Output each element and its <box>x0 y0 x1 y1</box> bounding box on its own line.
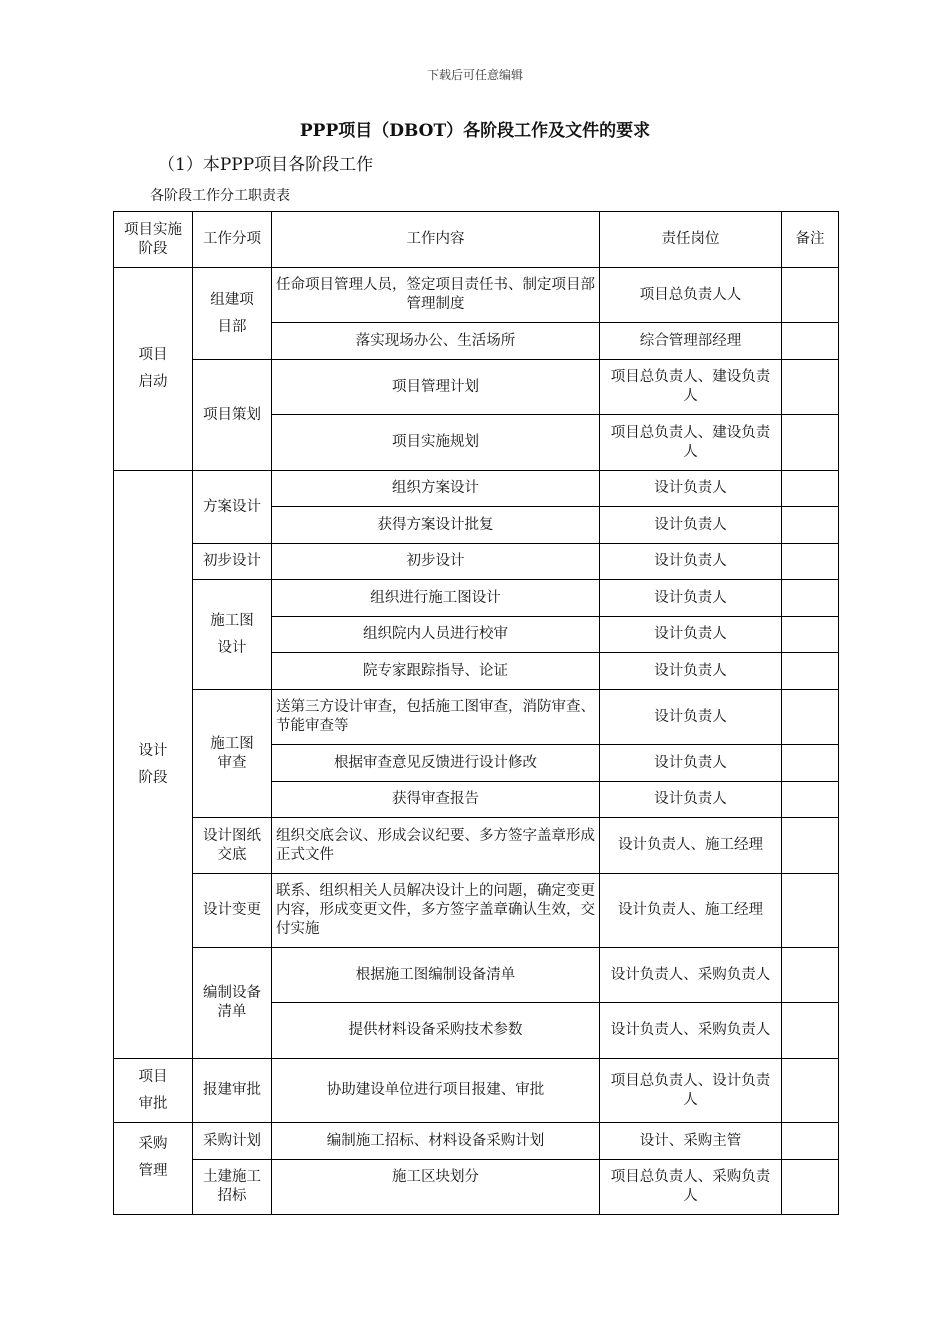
header-role: 责任岗位 <box>600 212 782 268</box>
remark-cell <box>782 818 839 874</box>
role-cell: 设计负责人 <box>600 580 782 617</box>
role-cell: 设计负责人 <box>600 782 782 818</box>
content-cell: 组织进行施工图设计 <box>272 580 600 617</box>
role-cell: 项目总负责人、建设负责人 <box>600 360 782 415</box>
content-cell: 获得审查报告 <box>272 782 600 818</box>
content-cell: 组织方案设计 <box>272 471 600 507</box>
content-cell: 根据施工图编制设备清单 <box>272 948 600 1003</box>
remark-cell <box>782 948 839 1003</box>
table-row <box>114 544 839 580</box>
table-caption: 各阶段工作分工职责表 <box>150 188 290 204</box>
subitem-cell: 施工图审查 <box>193 690 272 818</box>
content-cell: 组织交底会议、形成会议纪要、多方签字盖章形成正式文件 <box>272 818 600 874</box>
content-cell: 编制施工招标、材料设备采购计划 <box>272 1123 600 1160</box>
content-cell: 初步设计 <box>272 544 600 580</box>
role-cell: 项目总负责人、建设负责人 <box>600 415 782 471</box>
content-cell: 项目实施规划 <box>272 415 600 471</box>
document-title: PPP项目（DBOT）各阶段工作及文件的要求 <box>299 121 651 141</box>
header-content: 工作内容 <box>272 212 600 268</box>
role-cell: 设计负责人 <box>600 745 782 782</box>
remark-cell <box>782 1160 839 1215</box>
subitem-cell: 土建施工招标 <box>193 1160 272 1215</box>
role-cell: 项目总负责人、设计负责人 <box>600 1059 782 1123</box>
remark-cell <box>782 653 839 690</box>
duty-table <box>113 211 839 1215</box>
content-cell: 院专家跟踪指导、论证 <box>272 653 600 690</box>
table-row <box>114 1059 839 1123</box>
section-heading: （1）本PPP项目各阶段工作 <box>158 155 374 175</box>
header-remark: 备注 <box>782 212 839 268</box>
content-cell: 根据审查意见反馈进行设计修改 <box>272 745 600 782</box>
page-header-note: 下载后可任意编辑 <box>426 68 523 82</box>
content-cell: 组织院内人员进行校审 <box>272 617 600 653</box>
content-cell: 获得方案设计批复 <box>272 507 600 544</box>
remark-cell <box>782 1003 839 1059</box>
table-row <box>114 580 839 617</box>
stage-cell: 项目启动 <box>114 268 193 471</box>
table-header-row <box>114 212 839 268</box>
table-row <box>114 690 839 745</box>
subitem-cell: 施工图设计 <box>193 580 272 690</box>
subitem-cell: 项目策划 <box>193 360 272 471</box>
table-row <box>114 1123 839 1160</box>
content-cell: 协助建设单位进行项目报建、审批 <box>272 1059 600 1123</box>
header-stage: 项目实施阶段 <box>114 212 193 268</box>
header-subitem: 工作分项 <box>193 212 272 268</box>
stage-cell: 采购管理 <box>114 1123 193 1215</box>
role-cell: 设计负责人 <box>600 653 782 690</box>
table-row <box>114 818 839 874</box>
table-row <box>114 874 839 948</box>
remark-cell <box>782 268 839 323</box>
table-row <box>114 360 839 415</box>
remark-cell <box>782 745 839 782</box>
subitem-cell: 设计图纸交底 <box>193 818 272 874</box>
role-cell: 项目总负责人、采购负责人 <box>600 1160 782 1215</box>
remark-cell <box>782 1123 839 1160</box>
remark-cell <box>782 580 839 617</box>
stage-cell: 项目审批 <box>114 1059 193 1123</box>
content-cell: 项目管理计划 <box>272 360 600 415</box>
subitem-cell: 组建项目部 <box>193 268 272 360</box>
role-cell: 综合管理部经理 <box>600 323 782 360</box>
remark-cell <box>782 782 839 818</box>
role-cell: 设计负责人 <box>600 690 782 745</box>
content-cell: 提供材料设备采购技术参数 <box>272 1003 600 1059</box>
subitem-cell: 采购计划 <box>193 1123 272 1160</box>
role-cell: 设计负责人 <box>600 507 782 544</box>
table-row <box>114 948 839 1003</box>
table-row <box>114 1160 839 1215</box>
stage-cell: 设计阶段 <box>114 471 193 1059</box>
subitem-cell: 初步设计 <box>193 544 272 580</box>
remark-cell <box>782 415 839 471</box>
role-cell: 设计负责人 <box>600 544 782 580</box>
content-cell: 联系、组织相关人员解决设计上的问题，确定变更内容，形成变更文件，多方签字盖章确认生效，交付实施 <box>272 874 600 948</box>
content-cell: 施工区块划分 <box>272 1160 600 1215</box>
role-cell: 设计负责人、采购负责人 <box>600 948 782 1003</box>
remark-cell <box>782 323 839 360</box>
role-cell: 设计、采购主管 <box>600 1123 782 1160</box>
remark-cell <box>782 617 839 653</box>
role-cell: 设计负责人 <box>600 617 782 653</box>
role-cell: 项目总负责人人 <box>600 268 782 323</box>
subitem-cell: 编制设备清单 <box>193 948 272 1059</box>
remark-cell <box>782 690 839 745</box>
subitem-cell: 设计变更 <box>193 874 272 948</box>
role-cell: 设计负责人 <box>600 471 782 507</box>
content-cell: 送第三方设计审查，包括施工图审查，消防审查、节能审查等 <box>272 690 600 745</box>
remark-cell <box>782 544 839 580</box>
remark-cell <box>782 360 839 415</box>
subitem-cell: 报建审批 <box>193 1059 272 1123</box>
content-cell: 落实现场办公、生活场所 <box>272 323 600 360</box>
table-row <box>114 268 839 323</box>
role-cell: 设计负责人、施工经理 <box>600 818 782 874</box>
table-row <box>114 471 839 507</box>
remark-cell <box>782 874 839 948</box>
content-cell: 任命项目管理人员，签定项目责任书、制定项目部管理制度 <box>272 268 600 323</box>
subitem-cell: 方案设计 <box>193 471 272 544</box>
remark-cell <box>782 1059 839 1123</box>
role-cell: 设计负责人、采购负责人 <box>600 1003 782 1059</box>
role-cell: 设计负责人、施工经理 <box>600 874 782 948</box>
remark-cell <box>782 507 839 544</box>
remark-cell <box>782 471 839 507</box>
